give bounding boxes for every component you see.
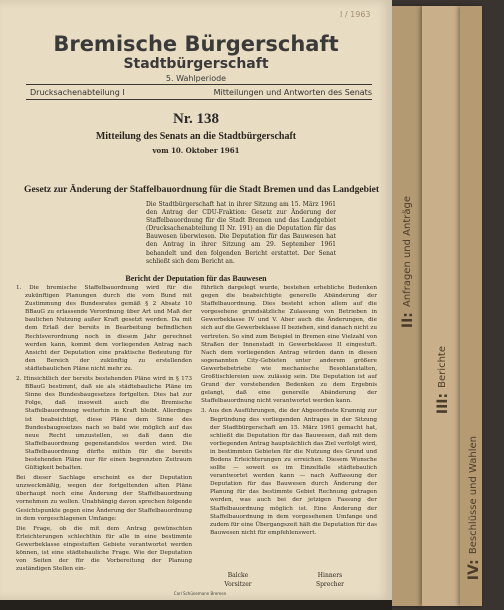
- tab-numeral: II:: [400, 312, 416, 329]
- right-column: [201, 284, 377, 539]
- tab-label: Beschlüsse und Wahlen: [468, 436, 479, 555]
- tab-label: Anfragen und Anträge: [402, 196, 413, 307]
- signature-chair: [208, 571, 268, 589]
- tab-numeral: III:: [435, 392, 451, 415]
- report-heading: Bericht der Deputation für das Bauwesen: [125, 274, 267, 283]
- binder-tab-anfragen[interactable]: [392, 6, 422, 606]
- paragraph: 1. Die bremische Staffelbauordnung wird für die zukünftigen Planungen durch die vom Bund mit Zustimmung des Bundesrates gemäß § 2 Absatz 10 BBauG zu erlassende Verordnung über Art und Maß der baulichen Nutzung außer Kraft gesetzt werden. Da mit dem Erlaß der bereits in Bearbeitung befindlichen Rechtsverordnung noch in diesem Jahr gerechnet werden kann, kommt dem vorliegenden Antrag nach Ansicht der Deputation eine praktische Bedeutung für den Bereich der zukünftig zu erstellenden städtebaulichen Pläne nicht mehr zu.: [16, 285, 192, 372]
- law-title: Gesetz zur Änderung der Staffelbauordnung für die Stadt Bremen und das Landgebiet: [24, 184, 380, 195]
- parliament-name: Bremische Bürgerschaft: [53, 32, 339, 56]
- handwritten-note: I / 1963: [340, 10, 371, 19]
- paragraph: führlich dargelegt wurde, bestehen erhebliche Bedenken gegen die beabsichtigte generelle Abänderung der Staffelbauordnung. Dies besteht schon allem auf die vorgesehene grundsätzliche Zulassung von Betrieben in Gewerbeklasse IV und V. Aber auch die Änderungen, die sich auf die Gewerbeklasse II beziehen, sind danach nicht zu vertreten. So sind zum Beispiel in Bremen eine Vielzahl von Straßen der Innenstadt in Gewerbeklasse II eingestuft. Nach dem vorliegenden Antrag würden dann in diesen sogenannten City-Gebieten unter anderem größere Gewerbebetriebe wie mechanische Besohlanstalten, Großtischlereien usw. zulässig sein. Die Deputation ist auf Grund der vorstehenden Bedenken zu dem Ergebnis gelangt, daß eine generelle Abänderung der Staffelbauordnung nicht verantwortet werden kann.: [201, 285, 378, 405]
- paragraph: Die Frage, ob die mit dem Antrag gewünschten Erleichterungen schlechthin für alle in eine bestimmte Gewerbeklasse eingestuften Gebiete verantwortet werden können, ist eine städtebauliche Frage. Wie der Deputation von Seiten der für die Vorbereitung der Planung zuständigen Stellen ein-: [16, 525, 192, 573]
- page-bottom-edge: [0, 600, 392, 610]
- document-date: vom 10. Oktober 1961: [152, 146, 240, 155]
- intro-paragraph: Die Stadtbürgerschaft hat in ihrer Sitzung am 15. März 1961 den Antrag der CDU-Fraktion: Gesetz zur Änderung der Staffelbauordnung für die Stadt Bremen und das Landgebiet (Drucksachenabteilung II Nr. 191) an die Deputation für das Bauwesen überwiesen. Die Deputation für das Bauwesen hat den Antrag in ihrer Sitzung am 29. September 1961 behandelt und den folgenden Bericht erstattet. Der Senat schließt sich dem Bericht an.: [146, 201, 336, 265]
- signature-name: Balcke: [227, 572, 249, 579]
- category-label: Mitteilungen und Antworten des Senats: [213, 88, 372, 97]
- binder-tab-berichte[interactable]: [422, 6, 460, 606]
- paragraph: 2. Hinsichtlich der bereits bestehenden Pläne wird in § 173 BBauG bestimmt, daß sie als städtebauliche Pläne im Sinne des Bundesbaugesetzes fortgelten. Dies hat zur Folge, daß insoweit auch die Bremische Staffelbauordnung weiterhin in Kraft bleibt. Allerdings ist beabsichtigt, diese Pläne dem Sinne des Bundesbaugesetzes nach so bald wie möglich auf das neue Recht umzustellen, so daß dann die Staffelbauordnung gegenstandslos werden wird. Die Staffelbauordnung dürfte mithin für die bereits bestehenden Pläne nur für einen begrenzten Zeitraum Gültigkeit behalten.: [16, 376, 192, 472]
- electoral-period: 5. Wahlperiode: [165, 74, 227, 83]
- left-column: [16, 284, 192, 575]
- divider: [26, 99, 372, 100]
- paragraph: 3. Aus den Ausführungen, die der Abgeordnete Kramnig zur Begründung des vorliegenden Antrages in der Sitzung der Stadtbürgerschaft am 15. März 1961 gemacht hat, schließt die Deputation für das Bauwesen, daß mit dem vorliegenden Antrag hauptsächlich das Ziel verfolgt wird, in bestimmten Gebieten für die Nutzung des Grund und Bodens Erleichterungen zu erreichen. Diesem Wunsche sollte — soweit es im Einzelfalle städtebaulich verantwortet werden kann — nach Auffassung der Deputation für das Bauwesen durch Änderung der Planung für das bestimmte Gebiet Rechnung getragen werden, was auch bei der jetzigen Fassung der Staffelbauordnung möglich ist. Eine Änderung der Staffelbauordnung in dem vorgesehenen Umfange und zudem für eine Übergangszeit hält die Deputation für das Bauwesen nicht für empfehlenswert.: [201, 408, 377, 536]
- signature-role: Sprecher: [315, 581, 344, 588]
- printer-imprint: Carl Schünemann Bremen: [173, 591, 227, 596]
- paragraph: Bei dieser Sachlage erscheint es der Deputation unzweckmäßig, wegen der fortgeltenden alten Pläne überhaupt noch eine Änderung der Staffelbauordnung vornehmen zu wollen. Unabhängig davon sprechen folgende Gesichtspunkte gegen eine Änderung der Staffelbauordnung in dem vorgeschlagenen Umfange:: [16, 475, 192, 522]
- tab-numeral: IV:: [466, 559, 482, 581]
- chamber-name: Stadtbürgerschaft: [123, 56, 269, 72]
- section-label: Drucksachenabteilung I: [30, 88, 125, 97]
- document-subtitle: Mitteilung des Senats an die Stadtbürgerschaft: [95, 131, 297, 142]
- binder-tab-beschluesse[interactable]: [460, 6, 482, 606]
- signature-speaker: [300, 571, 360, 589]
- document-number: Nr. 138: [172, 111, 220, 127]
- tab-label: Berichte: [437, 346, 448, 388]
- signature-name: Hinners: [317, 572, 343, 579]
- signature-role: Vorsitzer: [224, 581, 252, 588]
- divider: [26, 84, 372, 85]
- document-category-row: [30, 88, 372, 97]
